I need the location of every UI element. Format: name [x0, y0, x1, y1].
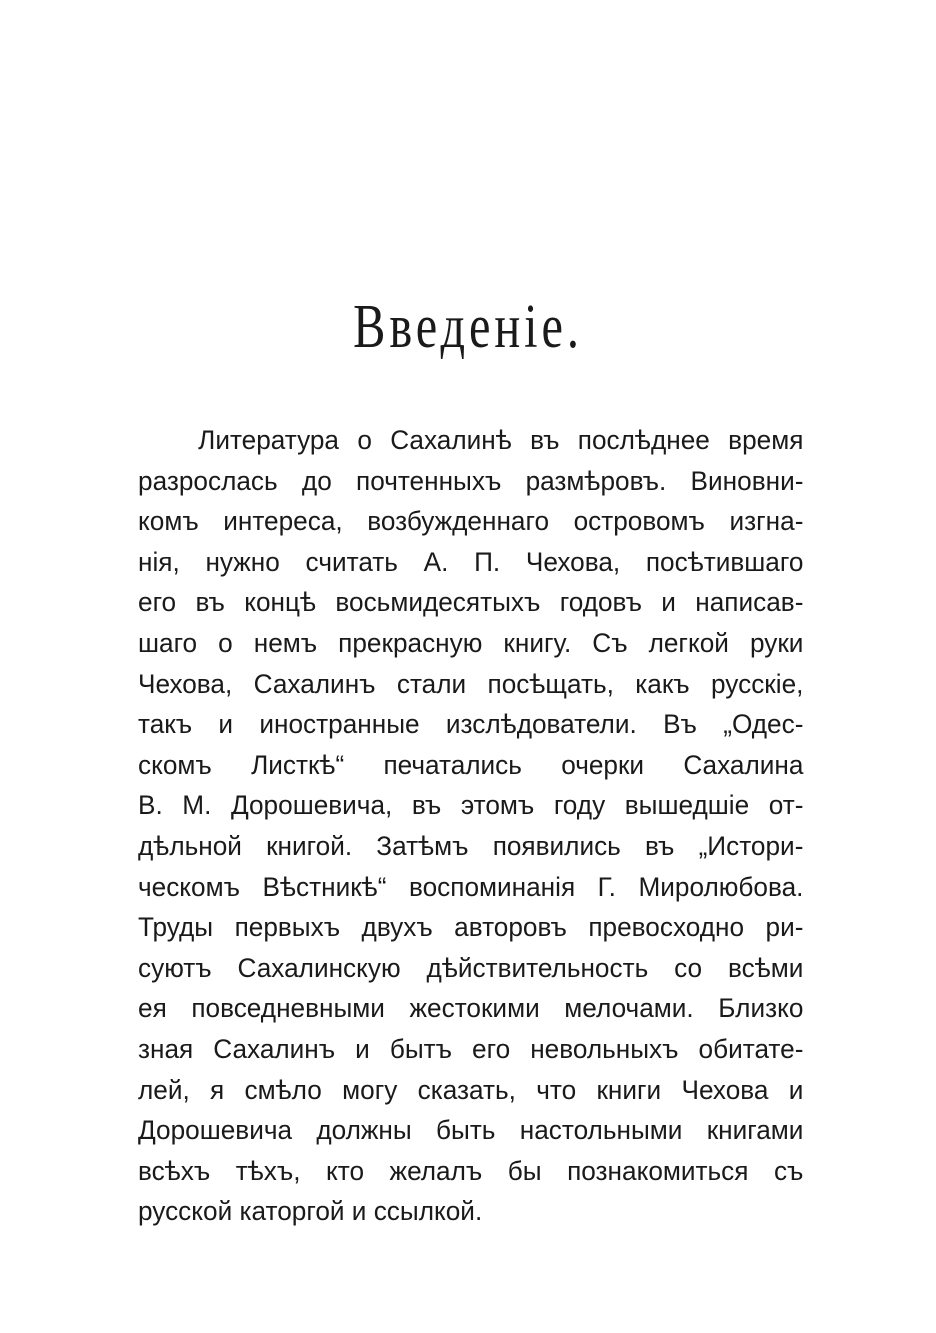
paragraph-line: нія, нужно считать А. П. Чехова, посѣтившаго: [138, 546, 804, 577]
intro-paragraph: [138, 420, 802, 1232]
paragraph-line: Дорошевича должны быть настольными книгами: [138, 1115, 804, 1146]
paragraph-line: шаго о немъ прекрасную книгу. Съ легкой руки: [138, 627, 804, 658]
paragraph-line: Чехова, Сахалинъ стали посѣщать, какъ русскіе,: [138, 668, 804, 699]
paragraph-line: зная Сахалинъ и бытъ его невольныхъ обитате-: [138, 1033, 804, 1064]
paragraph-line: лей, я смѣло могу сказать, что книги Чехова и: [138, 1074, 804, 1105]
paragraph-line: ческомъ Вѣстникѣ“ воспоминанія Г. Миролюбова.: [138, 871, 804, 902]
paragraph-line: комъ интереса, возбужденнаго островомъ изгна-: [138, 506, 804, 537]
paragraph-line: всѣхъ тѣхъ, кто желалъ бы познакомиться съ: [138, 1155, 804, 1186]
paragraph-line: В. М. Дорошевича, въ этомъ году вышедшіе от-: [138, 790, 804, 821]
paragraph-line: суютъ Сахалинскую дѣйствительность со всѣми: [138, 952, 804, 983]
chapter-title: Введеніе.: [353, 293, 583, 361]
paragraph-line: русской каторгой и ссылкой.: [138, 1196, 483, 1227]
paragraph-line: дѣльной книгой. Затѣмъ появились въ „Истори-: [138, 830, 804, 861]
paragraph-line: скомъ Листкѣ“ печатались очерки Сахалина: [138, 749, 804, 780]
paragraph-line: такъ и иностранные изслѣдователи. Въ „Одес-: [138, 709, 804, 740]
paragraph-line: его въ концѣ восьмидесятыхъ годовъ и написав-: [138, 587, 804, 618]
paragraph-line: Труды первыхъ двухъ авторовъ превосходно ри-: [138, 912, 804, 943]
paragraph-line: разрослась до почтенныхъ размѣровъ. Виновни-: [138, 465, 804, 496]
paragraph-line: ея повседневными жестокими мелочами. Близко: [138, 993, 804, 1024]
paragraph-line: Литература о Сахалинѣ въ послѣднее время: [198, 425, 804, 455]
